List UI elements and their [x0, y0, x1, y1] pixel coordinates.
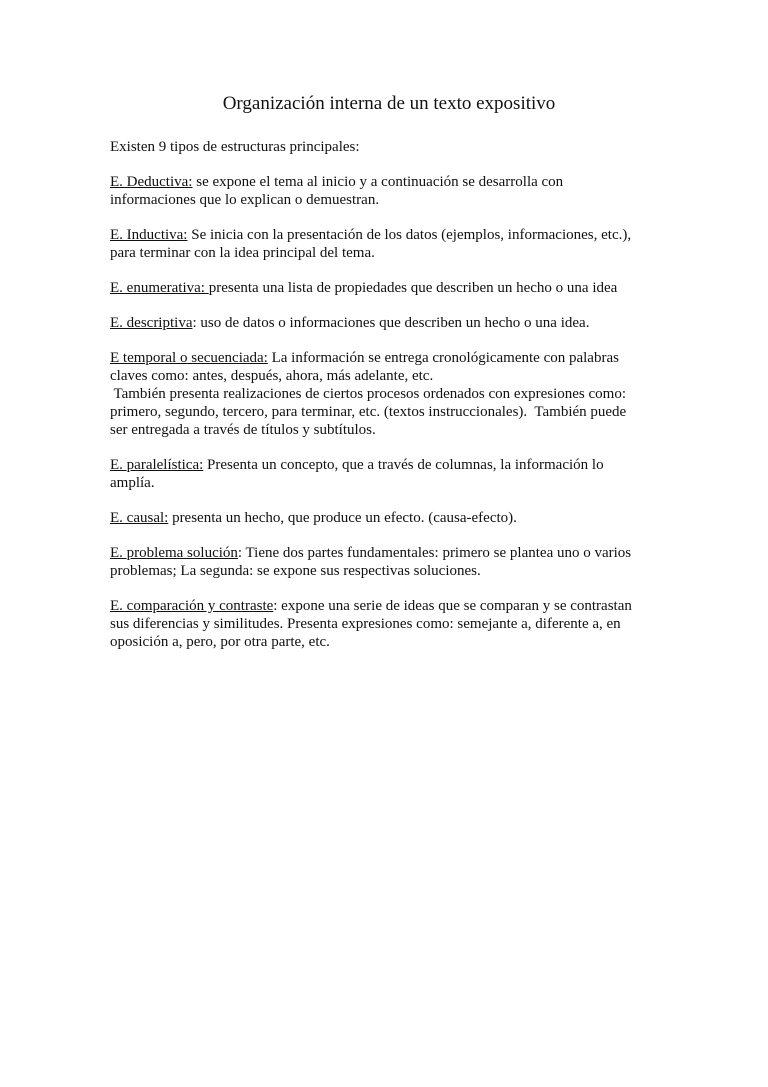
document-title: Organización interna de un texto expositivo: [222, 93, 556, 114]
text-line: [110, 633, 670, 651]
text-line: [110, 597, 670, 615]
text-line: [110, 314, 670, 332]
intro-paragraph: [110, 138, 670, 156]
text-line: [110, 385, 670, 403]
text-line: [110, 615, 670, 633]
text-line: [110, 403, 670, 421]
definition-text: sus diferencias y similitudes. Presenta expresiones como: semejante a, diferente a, en: [110, 616, 621, 632]
text-line: [110, 456, 670, 474]
text-line: [110, 226, 670, 244]
structure-term: E temporal o secuenciada:: [110, 350, 268, 366]
definition-text: : Tiene dos partes fundamentales: primero se plantea uno o varios: [237, 545, 632, 561]
structure-term: E. Inductiva:: [110, 227, 188, 243]
structure-term: E. paralelística:: [110, 457, 204, 473]
text-line: [110, 173, 670, 191]
document-body: [110, 138, 670, 668]
definition-text: También presenta realizaciones de ciertos procesos ordenados con expresiones como:: [110, 386, 626, 402]
structure-term: E. descriptiva: [110, 315, 193, 331]
section-paragraph: [110, 173, 670, 209]
definition-text: claves como: antes, después, ahora, más adelante, etc.: [110, 368, 434, 384]
section-paragraph: [110, 226, 670, 262]
intro-text: Existen 9 tipos de estructuras principales:: [110, 139, 360, 155]
definition-text: para terminar con la idea principal del tema.: [110, 245, 375, 261]
definition-text: presenta una lista de propiedades que describen un hecho o una idea: [208, 280, 618, 296]
text-line: [110, 509, 670, 527]
text-line: [110, 367, 670, 385]
definition-text: : uso de datos o informaciones que describen un hecho o una idea.: [192, 315, 590, 331]
text-line: [110, 279, 670, 297]
section-paragraph: [110, 509, 670, 527]
section-paragraph: [110, 597, 670, 651]
definition-text: Presenta un concepto, que a través de columnas, la información lo: [203, 457, 604, 473]
section-paragraph: [110, 349, 670, 439]
text-line: [110, 562, 670, 580]
definition-text: problemas; La segunda: se expone sus respectivas soluciones.: [110, 563, 481, 579]
text-line: [110, 474, 670, 492]
structure-term: E. problema solución: [110, 545, 238, 561]
text-line: [110, 544, 670, 562]
definition-text: presenta un hecho, que produce un efecto. (causa-efecto).: [168, 510, 517, 526]
definition-text: La información se entrega cronológicamente con palabras: [267, 350, 619, 366]
section-paragraph: [110, 314, 670, 332]
definition-text: se expone el tema al inicio y a continuación se desarrolla con: [192, 174, 564, 190]
text-line: [110, 244, 670, 262]
definition-text: oposición a, pero, por otra parte, etc.: [110, 634, 330, 650]
structure-term: E. Deductiva:: [110, 174, 193, 190]
section-paragraph: [110, 544, 670, 580]
definition-text: : expone una serie de ideas que se comparan y se contrastan: [273, 598, 632, 614]
text-line: [110, 421, 670, 439]
sections-container: [110, 173, 670, 651]
text-line: [110, 191, 670, 209]
structure-term: E. comparación y contraste: [110, 598, 274, 614]
structure-term: E. causal:: [110, 510, 169, 526]
structure-term: E. enumerativa:: [110, 280, 209, 296]
text-line: [110, 349, 670, 367]
definition-text: Se inicia con la presentación de los datos (ejemplos, informaciones, etc.),: [187, 227, 632, 243]
definition-text: primero, segundo, tercero, para terminar, etc. (textos instruccionales). También puede: [110, 404, 627, 420]
section-paragraph: [110, 279, 670, 297]
section-paragraph: [110, 456, 670, 492]
definition-text: informaciones que lo explican o demuestran.: [110, 192, 380, 208]
definition-text: amplía.: [110, 475, 155, 491]
definition-text: ser entregada a través de títulos y subtítulos.: [110, 422, 376, 438]
